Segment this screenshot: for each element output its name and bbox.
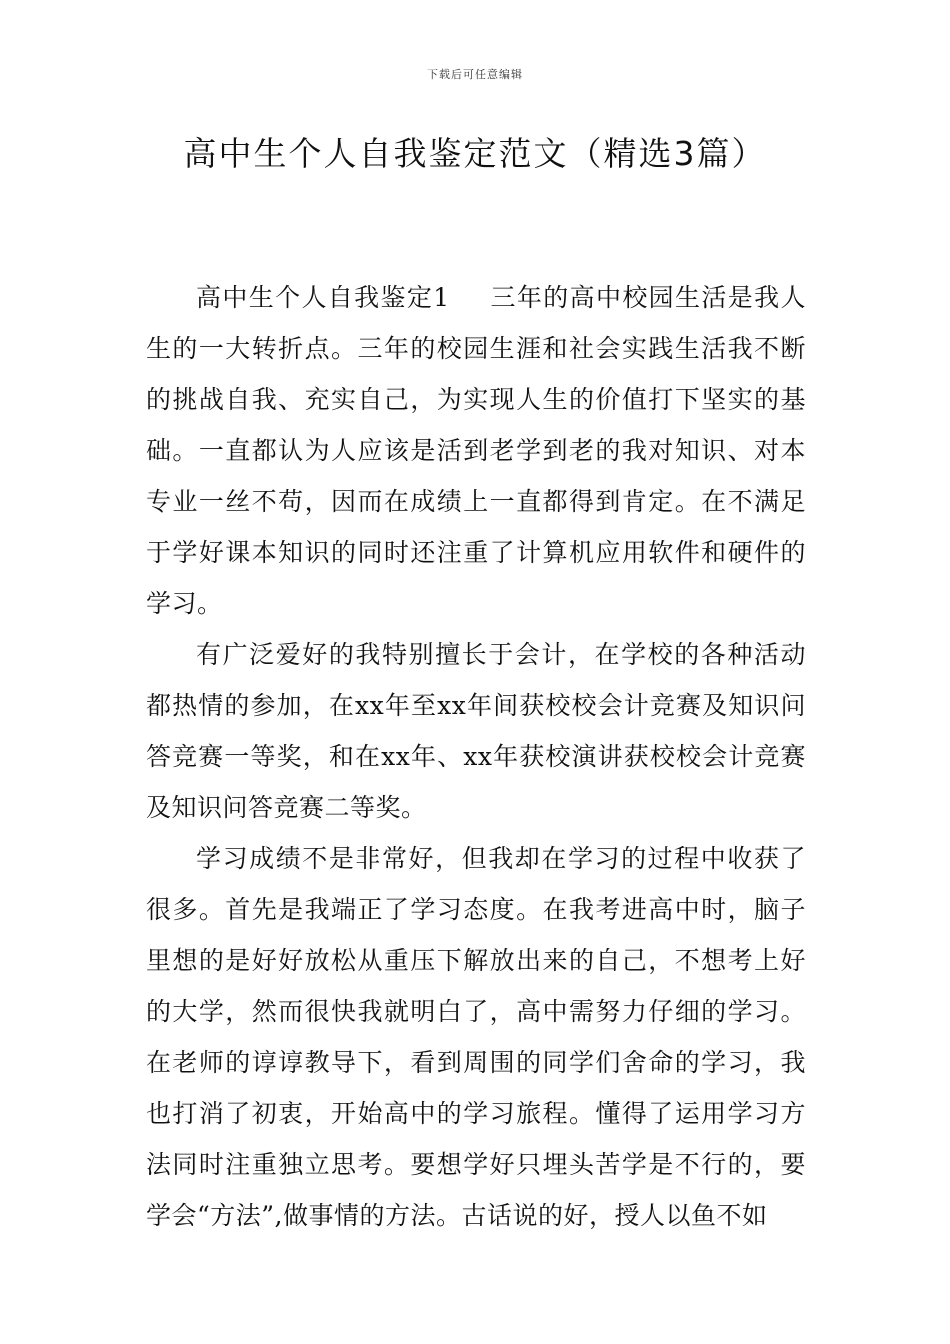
paragraph-2: 有广泛爱好的我特别擅长于会计，在学校的各种活动都热情的参加，在xx年至xx年间获校校会计竞赛及知识问答竞赛一等奖，和在xx年、xx年获校演讲获校校会计竞赛及知识问答竞赛二等奖。 xyxy=(146,640,806,822)
section-heading: 高中生个人自我鉴定1 xyxy=(196,283,450,312)
paragraph-1 xyxy=(146,272,806,629)
header-note: 下载后可任意编辑 xyxy=(427,68,523,81)
paragraph-1-text: 三年的高中校园生活是我人生的一大转折点。三年的校园生涯和社会实践生活我不断的挑战自我、充实自己，为实现人生的价值打下坚实的基础。一直都认为人应该是活到老学到老的我对知识、对本专业一丝不苟，因而在成绩上一直都得到肯定。在不满足于学好课本知识的同时还注重了计算机应用软件和硬件的学习。 xyxy=(146,283,806,618)
paragraph-3: 学习成绩不是非常好，但我却在学习的过程中收获了很多。首先是我端正了学习态度。在我考进高中时，脑子里想的是好好放松从重压下解放出来的自己，不想考上好的大学，然而很快我就明白了，高中需努力仔细的学习。在老师的谆谆教导下，看到周围的同学们舍命的学习，我也打消了初衷，开始高中的学习旅程。懂得了运用学习方法同时注重独立思考。要想学好只埋头苦学是不行的，要学会“方法”,做事情的方法。古话说的好，授人以鱼不如 xyxy=(146,844,806,1230)
document-body xyxy=(146,272,806,1241)
document-title: 高中生个人自我鉴定范文（精选3篇） xyxy=(183,134,767,173)
